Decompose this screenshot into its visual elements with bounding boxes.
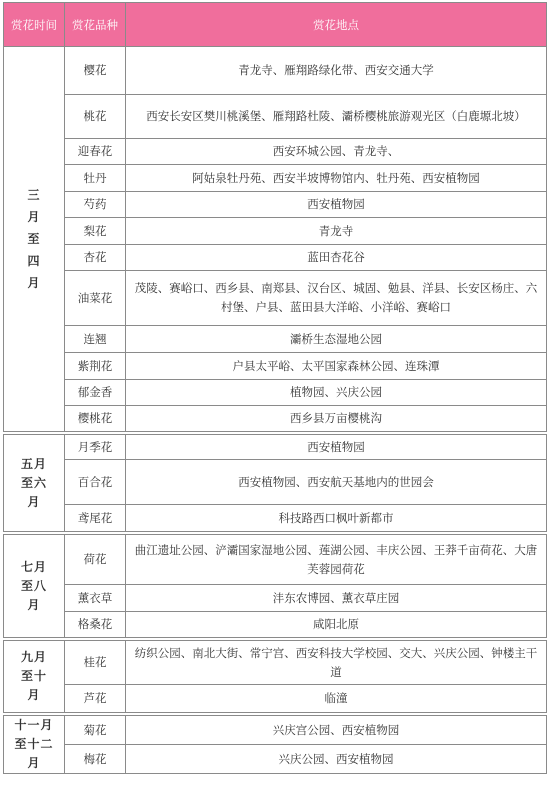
place-cell: 临潼 — [126, 685, 547, 713]
place-cell: 西乡县万亩樱桃沟 — [126, 406, 547, 432]
flower-cell: 荷花 — [65, 535, 126, 585]
season-cell — [4, 641, 65, 713]
season-cell — [4, 435, 65, 532]
flower-cell: 月季花 — [65, 435, 126, 460]
place-cell: 青龙寺 — [126, 218, 547, 245]
season-label: 七月至八月 — [20, 559, 47, 612]
table-row — [4, 585, 547, 612]
place-cell: 西安植物园 — [126, 192, 547, 218]
table-row — [4, 716, 547, 745]
table-row — [4, 380, 547, 406]
place-cell: 西安环城公园、青龙寺、 — [126, 139, 547, 165]
place-cell: 咸阳北原 — [126, 612, 547, 638]
flower-cell: 樱花 — [65, 47, 126, 95]
table-row — [4, 326, 547, 353]
table-row — [4, 685, 547, 713]
season-cell — [4, 535, 65, 638]
table-row — [4, 95, 547, 139]
place-cell: 西安长安区樊川桃溪堡、雁翔路杜陵、灞桥樱桃旅游观光区（白鹿塬北坡） — [126, 95, 547, 139]
flower-cell: 百合花 — [65, 460, 126, 505]
flower-cell: 薰衣草 — [65, 585, 126, 612]
place-cell: 曲江遗址公园、浐灞国家湿地公园、莲湖公园、丰庆公园、王莽千亩荷花、大唐芙蓉园荷花 — [126, 535, 547, 585]
table-row — [4, 165, 547, 192]
table-row — [4, 192, 547, 218]
table-row — [4, 745, 547, 774]
place-cell: 沣东农博园、薰衣草庄园 — [126, 585, 547, 612]
flower-cell: 鸢尾花 — [65, 505, 126, 532]
flower-cell: 菊花 — [65, 716, 126, 745]
place-cell: 茂陵、赛峪口、西乡县、南郑县、汉台区、城固、勉县、洋县、长安区杨庄、六村堡、户县、蓝田县大洋峪、小洋峪、赛峪口 — [126, 271, 547, 326]
season-label: 十一月至十二月 — [14, 718, 54, 770]
flower-cell: 芍药 — [65, 192, 126, 218]
flower-cell: 梨花 — [65, 218, 126, 245]
header-row — [4, 3, 547, 47]
table-row — [4, 139, 547, 165]
flower-cell: 芦花 — [65, 685, 126, 713]
place-cell: 蓝田杏花谷 — [126, 245, 547, 271]
table-row — [4, 460, 547, 505]
table-row — [4, 435, 547, 460]
flower-cell: 郁金香 — [65, 380, 126, 406]
flower-cell: 油菜花 — [65, 271, 126, 326]
header-time: 赏花时间 — [4, 3, 65, 47]
table-row — [4, 271, 547, 326]
season-cell — [4, 47, 65, 432]
place-cell: 户县太平峪、太平国家森林公园、连珠潭 — [126, 353, 547, 380]
table-row — [4, 641, 547, 685]
flower-cell: 樱桃花 — [65, 406, 126, 432]
place-cell: 科技路西口枫叶新都市 — [126, 505, 547, 532]
flower-cell: 杏花 — [65, 245, 126, 271]
table-row — [4, 245, 547, 271]
place-cell: 植物园、兴庆公园 — [126, 380, 547, 406]
table-row — [4, 406, 547, 432]
flower-cell: 桃花 — [65, 95, 126, 139]
table-row — [4, 505, 547, 532]
season-label: 九月至十月 — [20, 650, 47, 702]
place-cell: 西安植物园 — [126, 435, 547, 460]
place-cell: 西安植物园、西安航天基地内的世园会 — [126, 460, 547, 505]
table-body — [4, 47, 547, 774]
flower-cell: 紫荆花 — [65, 353, 126, 380]
place-cell: 纺织公园、南北大街、常宁宫、西安科技大学校园、交大、兴庆公园、钟楼主干道 — [126, 641, 547, 685]
header-flower: 赏花品种 — [65, 3, 126, 47]
table-row — [4, 218, 547, 245]
flower-cell: 桂花 — [65, 641, 126, 685]
table-row — [4, 47, 547, 95]
flower-cell: 梅花 — [65, 745, 126, 774]
place-cell: 兴庆公园、西安植物园 — [126, 745, 547, 774]
season-label: 三月至四月 — [27, 188, 41, 290]
place-cell: 阿姑泉牡丹苑、西安半坡博物馆内、牡丹苑、西安植物园 — [126, 165, 547, 192]
flower-cell: 迎春花 — [65, 139, 126, 165]
season-label: 五月至六月 — [20, 456, 47, 509]
place-cell: 青龙寺、雁翔路绿化带、西安交通大学 — [126, 47, 547, 95]
header-place: 赏花地点 — [126, 3, 547, 47]
table-row — [4, 535, 547, 585]
flower-cell: 格桑花 — [65, 612, 126, 638]
flower-viewing-table — [3, 2, 547, 774]
season-cell — [4, 716, 65, 774]
table-row — [4, 612, 547, 638]
flower-cell: 牡丹 — [65, 165, 126, 192]
table-row — [4, 353, 547, 380]
place-cell: 灞桥生态湿地公园 — [126, 326, 547, 353]
place-cell: 兴庆宫公园、西安植物园 — [126, 716, 547, 745]
flower-cell: 连翘 — [65, 326, 126, 353]
